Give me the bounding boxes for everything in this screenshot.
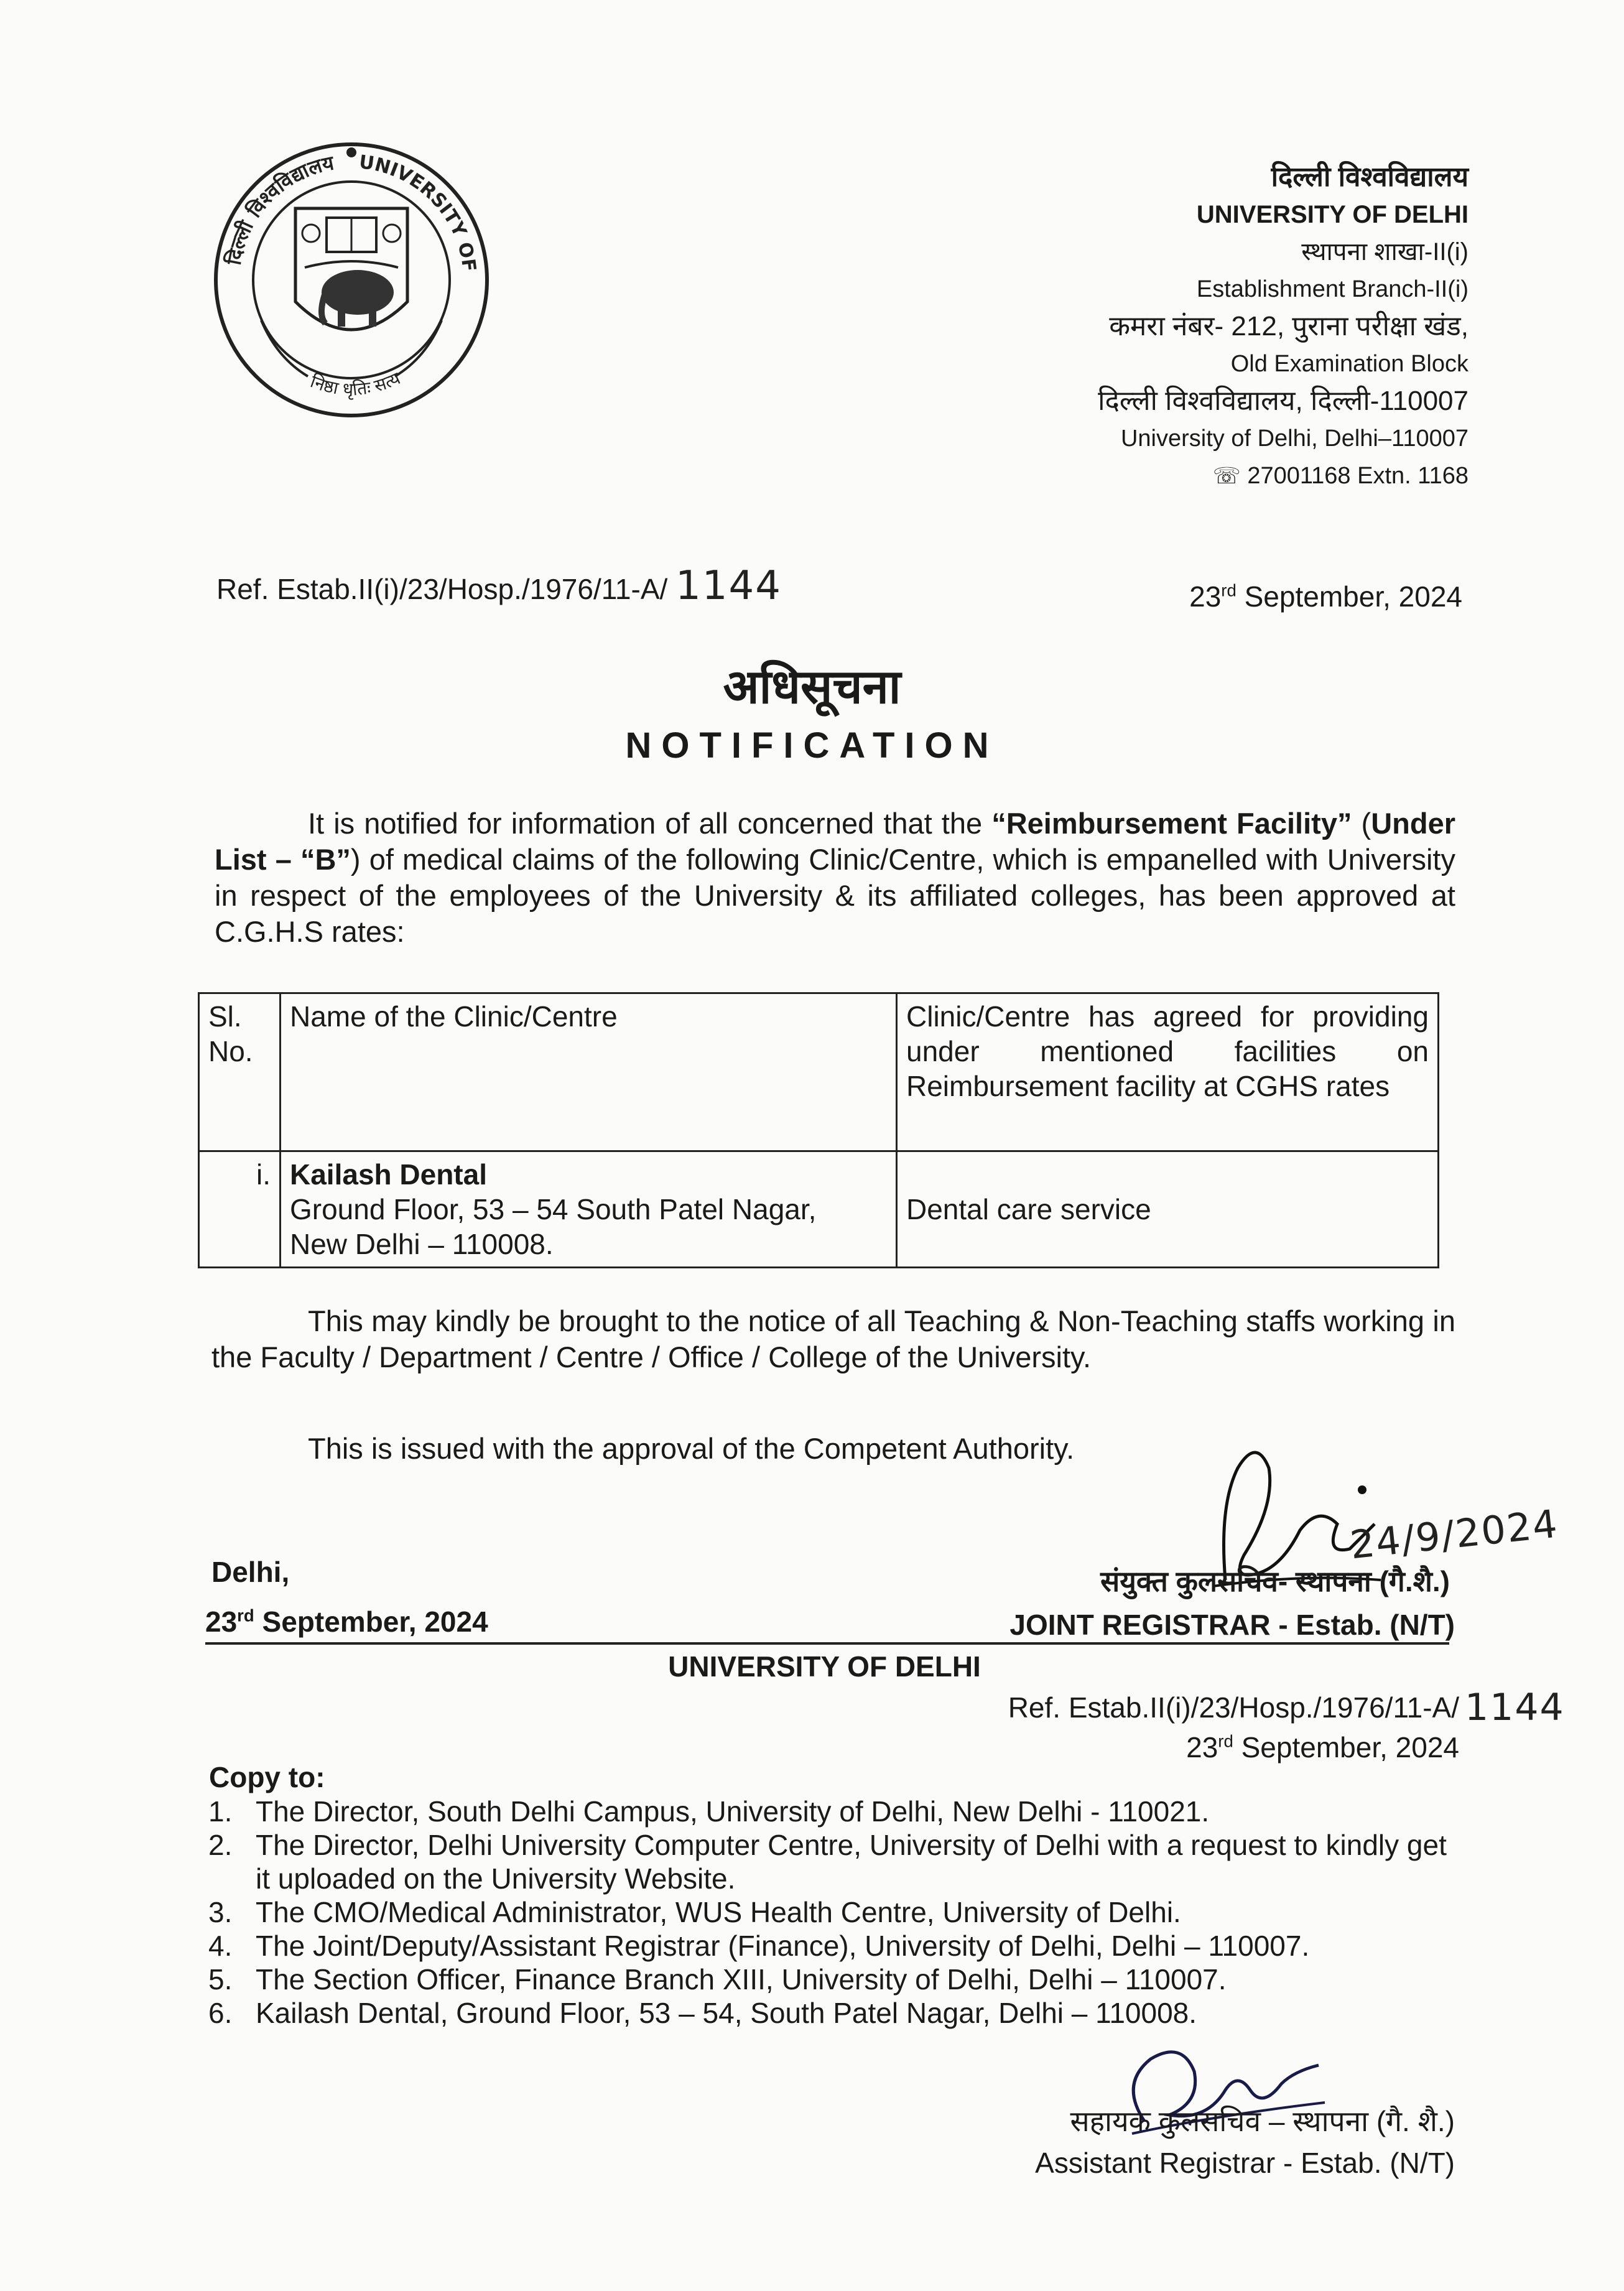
header-city-hindi: दिल्ली विश्वविद्यालय, दिल्ली-110007 xyxy=(1098,386,1469,416)
list-item: 1. The Director, South Delhi Campus, University of Delhi, New Delhi - 110021. xyxy=(208,1795,1210,1828)
issue-place: Delhi, xyxy=(211,1556,290,1588)
header-branch-english: Establishment Branch-II(i) xyxy=(1196,276,1469,302)
header-sl-no: Sl. No. xyxy=(199,993,281,1151)
clinic-table-wrap xyxy=(198,992,1439,1268)
header-room-english: Old Examination Block xyxy=(1230,351,1469,377)
clinic-address-line1: Ground Floor, 53 – 54 South Patel Nagar, xyxy=(290,1193,817,1225)
notice-paragraph: This may kindly be brought to the notice of all Teaching & Non-Teaching staffs working in the Faculty / Department / Centre / Office / College of the University. xyxy=(211,1304,1455,1373)
clinic-address-line2: New Delhi – 110008. xyxy=(290,1228,554,1260)
list-item: 3. The CMO/Medical Administrator, WUS Health Centre, University of Delhi. xyxy=(208,1896,1181,1928)
title-hindi: अधिसूचना xyxy=(723,661,901,713)
header-branch-hindi: स्थापना शाखा-II(i) xyxy=(1301,238,1469,266)
table-header-row xyxy=(199,993,1439,1151)
row-sl-no: i. xyxy=(199,1151,281,1268)
clinic-table xyxy=(198,992,1439,1268)
list-item: 6. Kailash Dental, Ground Floor, 53 – 54, South Patel Nagar, Delhi – 110008. xyxy=(208,1997,1197,2029)
seal-text-english: UNIVERSITY OF xyxy=(358,151,480,273)
header-room-hindi: कमरा नंबर- 212, पुराना परीक्षा खंड, xyxy=(1109,311,1469,342)
seal-text-hindi: दिल्ली विश्वविद्यालय xyxy=(221,151,336,267)
table-row xyxy=(199,1151,1439,1268)
reference-line xyxy=(216,563,782,609)
row-clinic xyxy=(281,1151,897,1268)
approval-paragraph: This is issued with the approval of the Competent Authority. xyxy=(308,1432,1075,1465)
divider-line xyxy=(205,1642,1449,1645)
joint-registrar-english: JOINT REGISTRAR - Estab. (N/T) xyxy=(1009,1609,1455,1641)
clinic-name: Kailash Dental xyxy=(290,1158,487,1191)
assistant-registrar-english: Assistant Registrar - Estab. (N/T) xyxy=(1035,2147,1455,2179)
header-facility: Clinic/Centre has agreed for providing under mentioned facilities on Reimbursement facility at CGHS rates xyxy=(897,993,1439,1151)
copy-to-list xyxy=(208,1795,1459,2030)
title-english: NOTIFICATION xyxy=(625,725,999,766)
signature-date: 24/9/2024 xyxy=(1348,1500,1561,1568)
university-seal-emblem-icon xyxy=(202,134,501,426)
header-phone xyxy=(784,457,1469,495)
joint-registrar-hindi: संयुक्त कुलसचिव- स्थापना (गै.शै.) xyxy=(1100,1565,1450,1597)
university-seal xyxy=(202,134,501,426)
handwritten-dispatch-number: 1144 xyxy=(675,563,782,609)
copy-to-label: Copy to: xyxy=(209,1761,325,1793)
seal-motto: निष्ठा धृतिः सत्य xyxy=(307,368,404,400)
list-item: 5. The Section Officer, Finance Branch XIII, University of Delhi, Delhi – 110007. xyxy=(208,1963,1227,1996)
list-item: 4. The Joint/Deputy/Assistant Registrar (Finance), University of Delhi, Delhi – 110007. xyxy=(208,1930,1310,1962)
header-univ-english: UNIVERSITY OF DELHI xyxy=(1196,201,1469,228)
header-univ-hindi: दिल्ली विश्वविद्यालय xyxy=(1271,162,1469,192)
copy-block-handwritten-number: 1144 xyxy=(1465,1686,1565,1729)
copy-block-univ: UNIVERSITY OF DELHI xyxy=(668,1650,981,1683)
copy-block-ref: Ref. Estab.II(i)/23/Hosp./1976/11-A/ xyxy=(1008,1691,1459,1724)
telephone-icon: ☏ xyxy=(1212,463,1241,488)
letter-date: 23rd September, 2024 xyxy=(1189,580,1462,613)
header-city-english: University of Delhi, Delhi–110007 xyxy=(1120,425,1469,452)
list-item: 2. The Director, Delhi University Computer Centre, University of Delhi with a request to kindly get it uploaded on the University Website. xyxy=(208,1829,1447,1895)
issue-date: 23rd September, 2024 xyxy=(205,1606,488,1638)
row-facility: Dental care service xyxy=(897,1151,1439,1268)
assistant-registrar-hindi: सहायक कुलसचिव – स्थापना (गै. शै.) xyxy=(1070,2105,1455,2137)
header-clinic-name: Name of the Clinic/Centre xyxy=(281,993,897,1151)
header-phone-number: 27001168 Extn. 1168 xyxy=(1247,463,1469,489)
reference-number: Ref. Estab.II(i)/23/Hosp./1976/11-A/ xyxy=(216,573,668,605)
copy-block-date: 23rd September, 2024 xyxy=(1186,1731,1459,1764)
letterhead xyxy=(784,159,1469,495)
notification-paragraph: It is notified for information of all concerned that the “Reimbursement Facility” (Under List – “B”) of medical claims of the following Clinic/Centre, which is empanelled with University in respect of the employees of the University & its affiliated colleges, has been approved at C.G.H.S rates: xyxy=(215,807,1455,948)
